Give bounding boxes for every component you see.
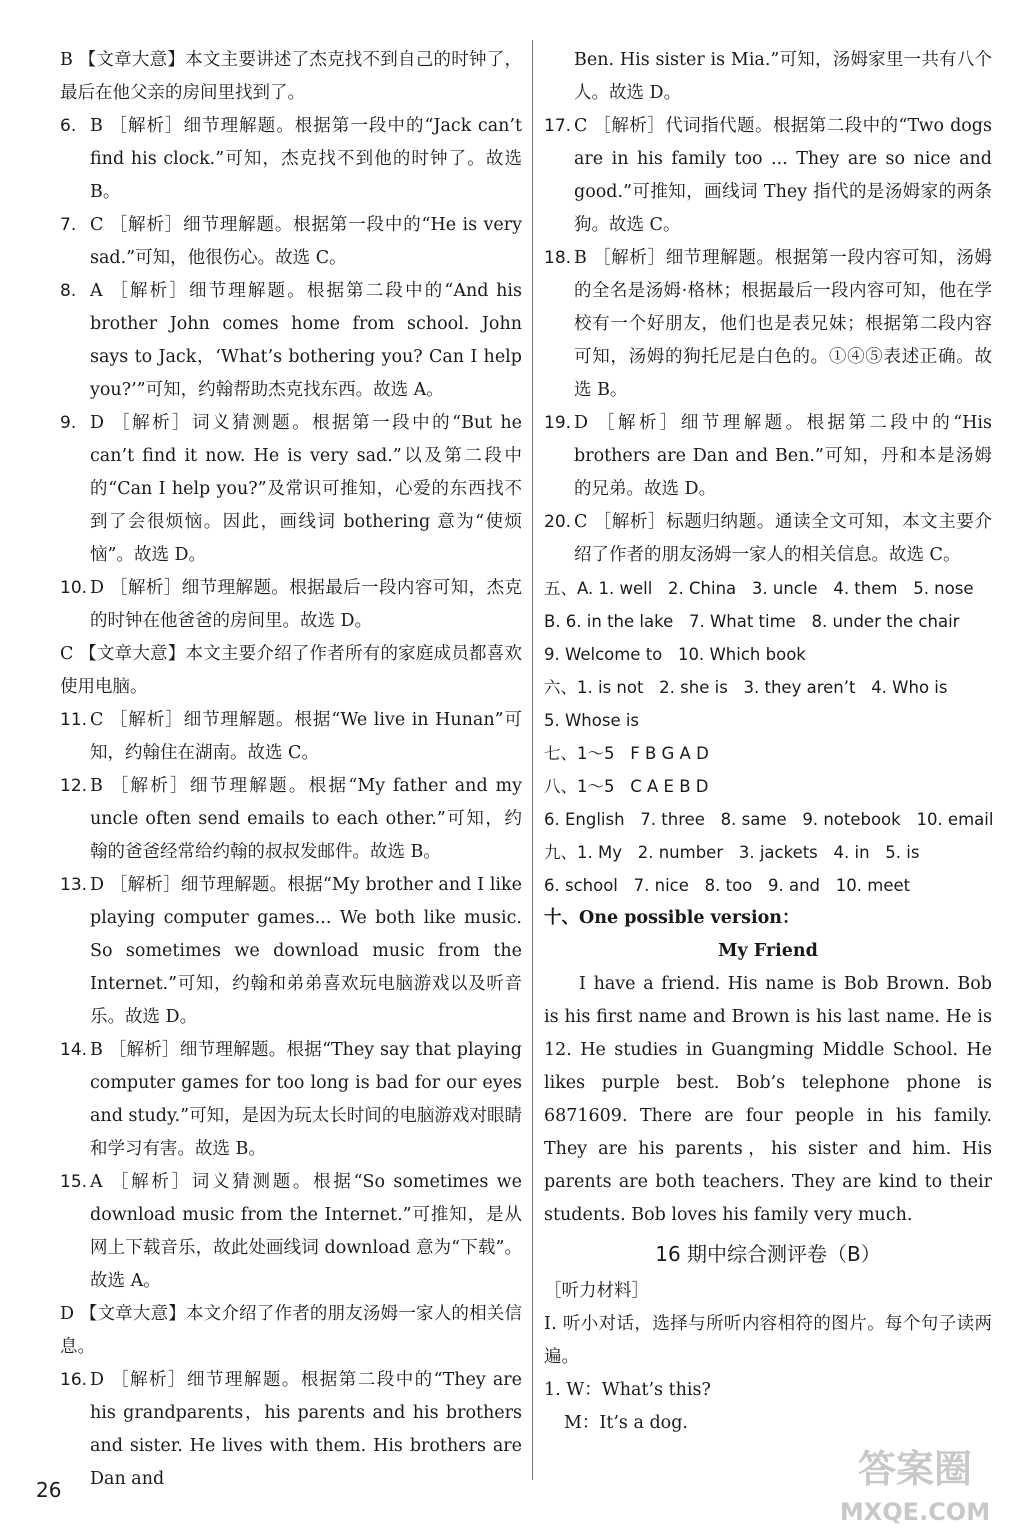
answer-key-rows	[544, 572, 992, 902]
answers-17-20	[544, 110, 992, 572]
answer-text: B ［解析］细节理解题。根据“My father and my uncle often send emails to each other.”可知，约翰的爸爸经常给约翰的叔叔发邮件。故选 B。	[90, 776, 522, 862]
answer-row: 九、1. My 2. number 3. jackets 4. in 5. is	[544, 843, 920, 862]
answer-number: 6.	[60, 116, 77, 136]
answer-row: 9. Welcome to 10. Which book	[544, 645, 806, 664]
answer-row: B. 6. in the lake 7. What time 8. under the chair	[544, 612, 960, 631]
dialog-line-2: M：It’s a dog.	[564, 1413, 688, 1433]
essay-title: My Friend	[718, 941, 818, 961]
listening-label: ［听力材料］	[544, 1281, 649, 1301]
answer-item	[60, 1034, 522, 1166]
passage-c-summary: C 【文章大意】本文主要介绍了作者所有的家庭成员都喜欢使用电脑。	[60, 644, 522, 697]
answer-number: 15.	[60, 1172, 88, 1192]
answer-item	[60, 110, 522, 209]
answer-item	[60, 770, 522, 869]
watermark-bottom: MXQE.COM	[839, 1498, 991, 1526]
answer-text: D ［解析］细节理解题。根据第二段中的“They are his grandparents，his parents and his brothers and sister. He lives with them. His brothers are Dan and	[90, 1370, 522, 1489]
answer-item	[544, 242, 992, 407]
answer-number: 17.	[544, 116, 572, 136]
answer-item	[60, 275, 522, 407]
answers-16	[60, 1364, 522, 1496]
listening-intro: Ⅰ. 听小对话，选择与所听内容相符的图片。每个句子读两遍。	[544, 1314, 992, 1367]
answer-item	[60, 572, 522, 638]
passage-b-summary: B 【文章大意】本文主要讲述了杰克找不到自己的时钟了，最后在他父亲的房间里找到了。	[60, 50, 522, 103]
left-column	[60, 44, 522, 1496]
dialog-line-1: 1. W：What’s this?	[544, 1380, 711, 1400]
answer-number: 14.	[60, 1040, 88, 1060]
answer-text: D ［解析］细节理解题。根据“My brother and I like playing computer games... We both like music. So sometimes we download music from the Internet.”可知，约翰和弟弟喜欢玩电脑游戏以及听音乐。故选 D。	[90, 875, 522, 1027]
answer-item	[60, 407, 522, 572]
section-title: 16 期中综合测评卷（B）	[655, 1242, 881, 1266]
essay-body: I have a friend. His name is Bob Brown. Bob is his first name and Brown is his last name. He is 12. He studies in Guangming Middle School. He likes purple best. Bob’s telephone phone is 6871609. There are four people in his family. They are his parents，his sister and him. His parents are both teachers. They are kind to their students. Bob loves his family very much.	[544, 974, 992, 1225]
answer-number: 19.	[544, 413, 572, 433]
answer-number: 8.	[60, 281, 77, 301]
watermark-top: 答案圈	[857, 1447, 973, 1491]
answer-text: C ［解析］细节理解题。根据第一段中的“He is very sad.”可知，他很伤心。故选 C。	[90, 215, 522, 268]
page-number: 26	[36, 1478, 62, 1502]
answer-number: 11.	[60, 710, 88, 730]
answer-item	[60, 704, 522, 770]
answer-row: 八、1～5 C A E B D	[544, 777, 709, 796]
answer-text: B ［解析］细节理解题。根据“They say that playing computer games for too long is bad for our eyes and study.”可知，是因为玩太长时间的电脑游戏对眼睛和学习有害。故选 B。	[90, 1040, 522, 1159]
answer-text: C ［解析］代词指代题。根据第二段中的“Two dogs are in his family too ... They are so nice and good.”可推知，画线词 They 指代的是汤姆家的两条狗。故选 C。	[574, 116, 992, 235]
answer-number: 18.	[544, 248, 572, 268]
right-column	[544, 44, 992, 1440]
answer-16-continued: Ben. His sister is Mia.”可知，汤姆家里一共有八个人。故选 D。	[574, 50, 992, 103]
answers-11-15	[60, 704, 522, 1298]
answer-text: C ［解析］标题归纳题。通读全文可知，本文主要介绍了作者的朋友汤姆一家人的相关信息。故选 C。	[574, 512, 992, 565]
answer-number: 9.	[60, 413, 77, 433]
answer-text: B ［解析］细节理解题。根据第一段中的“Jack can’t find his clock.”可知，杰克找不到他的时钟了。故选 B。	[90, 116, 522, 202]
answer-item	[60, 1166, 522, 1298]
answer-number: 13.	[60, 875, 88, 895]
writing-label: 十、One possible version：	[544, 908, 800, 928]
answer-item	[60, 1364, 522, 1496]
answer-item	[60, 869, 522, 1034]
answer-text: D ［解析］词义猜测题。根据第一段中的“But he can’t find it now. He is very sad.”以及第二段中的“Can I help you?”及常识可推知，心爱的东西找不到了会很烦恼。因此，画线词 bothering 意为“使烦恼”。故选 D。	[90, 413, 522, 565]
answer-row: 七、1～5 F B G A D	[544, 744, 709, 763]
answer-text: D ［解析］细节理解题。根据第二段中的“His brothers are Dan and Ben.”可知，丹和本是汤姆的兄弟。故选 D。	[574, 413, 992, 499]
answer-item	[544, 110, 992, 242]
answer-text: A ［解析］词义猜测题。根据“So sometimes we download music from the Internet.”可推知，是从网上下载音乐，故此处画线词 download 意为“下载”。故选 A。	[90, 1172, 522, 1291]
answer-number: 7.	[60, 215, 77, 235]
answer-row: 6. English 7. three 8. same 9. notebook 10. email	[544, 810, 994, 829]
passage-d-summary: D 【文章大意】本文介绍了作者的朋友汤姆一家人的相关信息。	[60, 1304, 522, 1357]
answer-text: C ［解析］细节理解题。根据“We live in Hunan”可知，约翰住在湖南。故选 C。	[90, 710, 522, 763]
answer-number: 16.	[60, 1370, 88, 1390]
answer-item	[544, 407, 992, 506]
answer-text: B ［解析］细节理解题。根据第一段内容可知，汤姆的全名是汤姆·格林；根据最后一段内容可知，他在学校有一个好朋友，他们也是表兄妹；根据第二段内容可知，汤姆的狗托尼是白色的。①④⑤表述正确。故选 B。	[574, 248, 992, 400]
answer-row: 五、A. 1. well 2. China 3. uncle 4. them 5. nose	[544, 579, 974, 598]
watermark-logo	[823, 1434, 1003, 1530]
answer-text: A ［解析］细节理解题。根据第二段中的“And his brother John comes home from school. John says to Jack，‘What’s bothering you? Can I help you?’”可知，约翰帮助杰克找东西。故选 A。	[90, 281, 522, 400]
answer-row: 6. school 7. nice 8. too 9. and 10. meet	[544, 876, 911, 895]
column-divider	[532, 40, 533, 1480]
answer-item	[544, 506, 992, 572]
answer-number: 10.	[60, 578, 88, 598]
answer-item	[60, 209, 522, 275]
answer-number: 12.	[60, 776, 88, 796]
answer-text: D ［解析］细节理解题。根据最后一段内容可知，杰克的时钟在他爸爸的房间里。故选 D。	[90, 578, 522, 631]
answer-number: 20.	[544, 512, 572, 532]
answer-row: 六、1. is not 2. she is 3. they aren’t 4. Who is	[544, 678, 948, 697]
answer-row: 5. Whose is	[544, 711, 640, 730]
answers-6-10	[60, 110, 522, 638]
